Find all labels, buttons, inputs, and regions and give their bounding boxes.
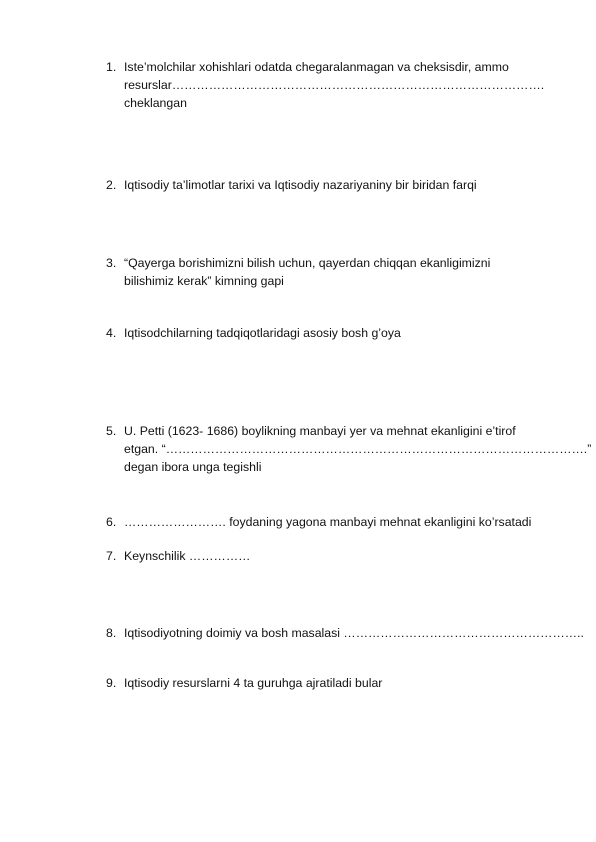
question-line: U. Petti (1623- 1686) boylikning manbayi yer va mehnat ekanligini e’tirof (124, 424, 516, 438)
question-8 (106, 624, 584, 642)
question-2 (106, 176, 566, 194)
question-line: etgan. “………………………………………………………………………………………….” (124, 442, 592, 456)
question-line: Iqtisodchilarning tadqiqotlaridagi asosiy bosh g’oya (124, 326, 401, 340)
question-text (124, 674, 566, 692)
question-number: 4. (106, 326, 117, 340)
question-number: 1. (106, 60, 117, 74)
question-1 (106, 58, 566, 112)
question-text (124, 176, 566, 194)
question-number: 3. (106, 256, 117, 270)
question-number: 9. (106, 676, 117, 690)
question-text (124, 547, 566, 565)
question-number: 5. (106, 424, 117, 438)
question-line: Iqtisodiy ta’limotlar tarixi va Iqtisodiy nazariyaniny bir biridan farqi (124, 178, 477, 192)
question-line: “Qayerga borishimizni bilish uchun, qayerdan chiqqan ekanligimizni (124, 256, 491, 270)
question-5 (106, 422, 592, 476)
question-3 (106, 254, 566, 290)
question-line: Iqtisodiy resurslarni 4 ta guruhga ajratiladi bular (124, 676, 383, 690)
question-7 (106, 547, 566, 565)
question-text (124, 58, 566, 112)
question-text (124, 513, 566, 531)
question-6 (106, 513, 566, 531)
question-number: 6. (106, 515, 117, 529)
question-number: 2. (106, 178, 117, 192)
question-line: ……………………. foydaning yagona manbayi mehnat ekanligini ko’rsatadi (124, 515, 532, 529)
question-text (124, 254, 566, 290)
question-line: degan ibora unga tegishli (124, 460, 262, 474)
question-text (124, 624, 584, 642)
question-line: Iqtisodiyotning doimiy va bosh masalasi ………………………………………………….. (124, 626, 584, 640)
question-line: resurslar………………………………………………………………………………. (124, 78, 545, 92)
question-4 (106, 324, 566, 342)
question-9 (106, 674, 566, 692)
question-line: cheklangan (124, 96, 187, 110)
question-line: bilishimiz kerak” kimning gapi (124, 274, 284, 288)
question-line: Iste’molchilar xohishlari odatda chegaralanmagan va cheksisdir, ammo (124, 60, 509, 74)
question-number: 8. (106, 626, 117, 640)
question-line: Keynschilik …………… (124, 549, 251, 563)
question-text (124, 324, 566, 342)
question-number: 7. (106, 549, 117, 563)
question-text (124, 422, 592, 476)
